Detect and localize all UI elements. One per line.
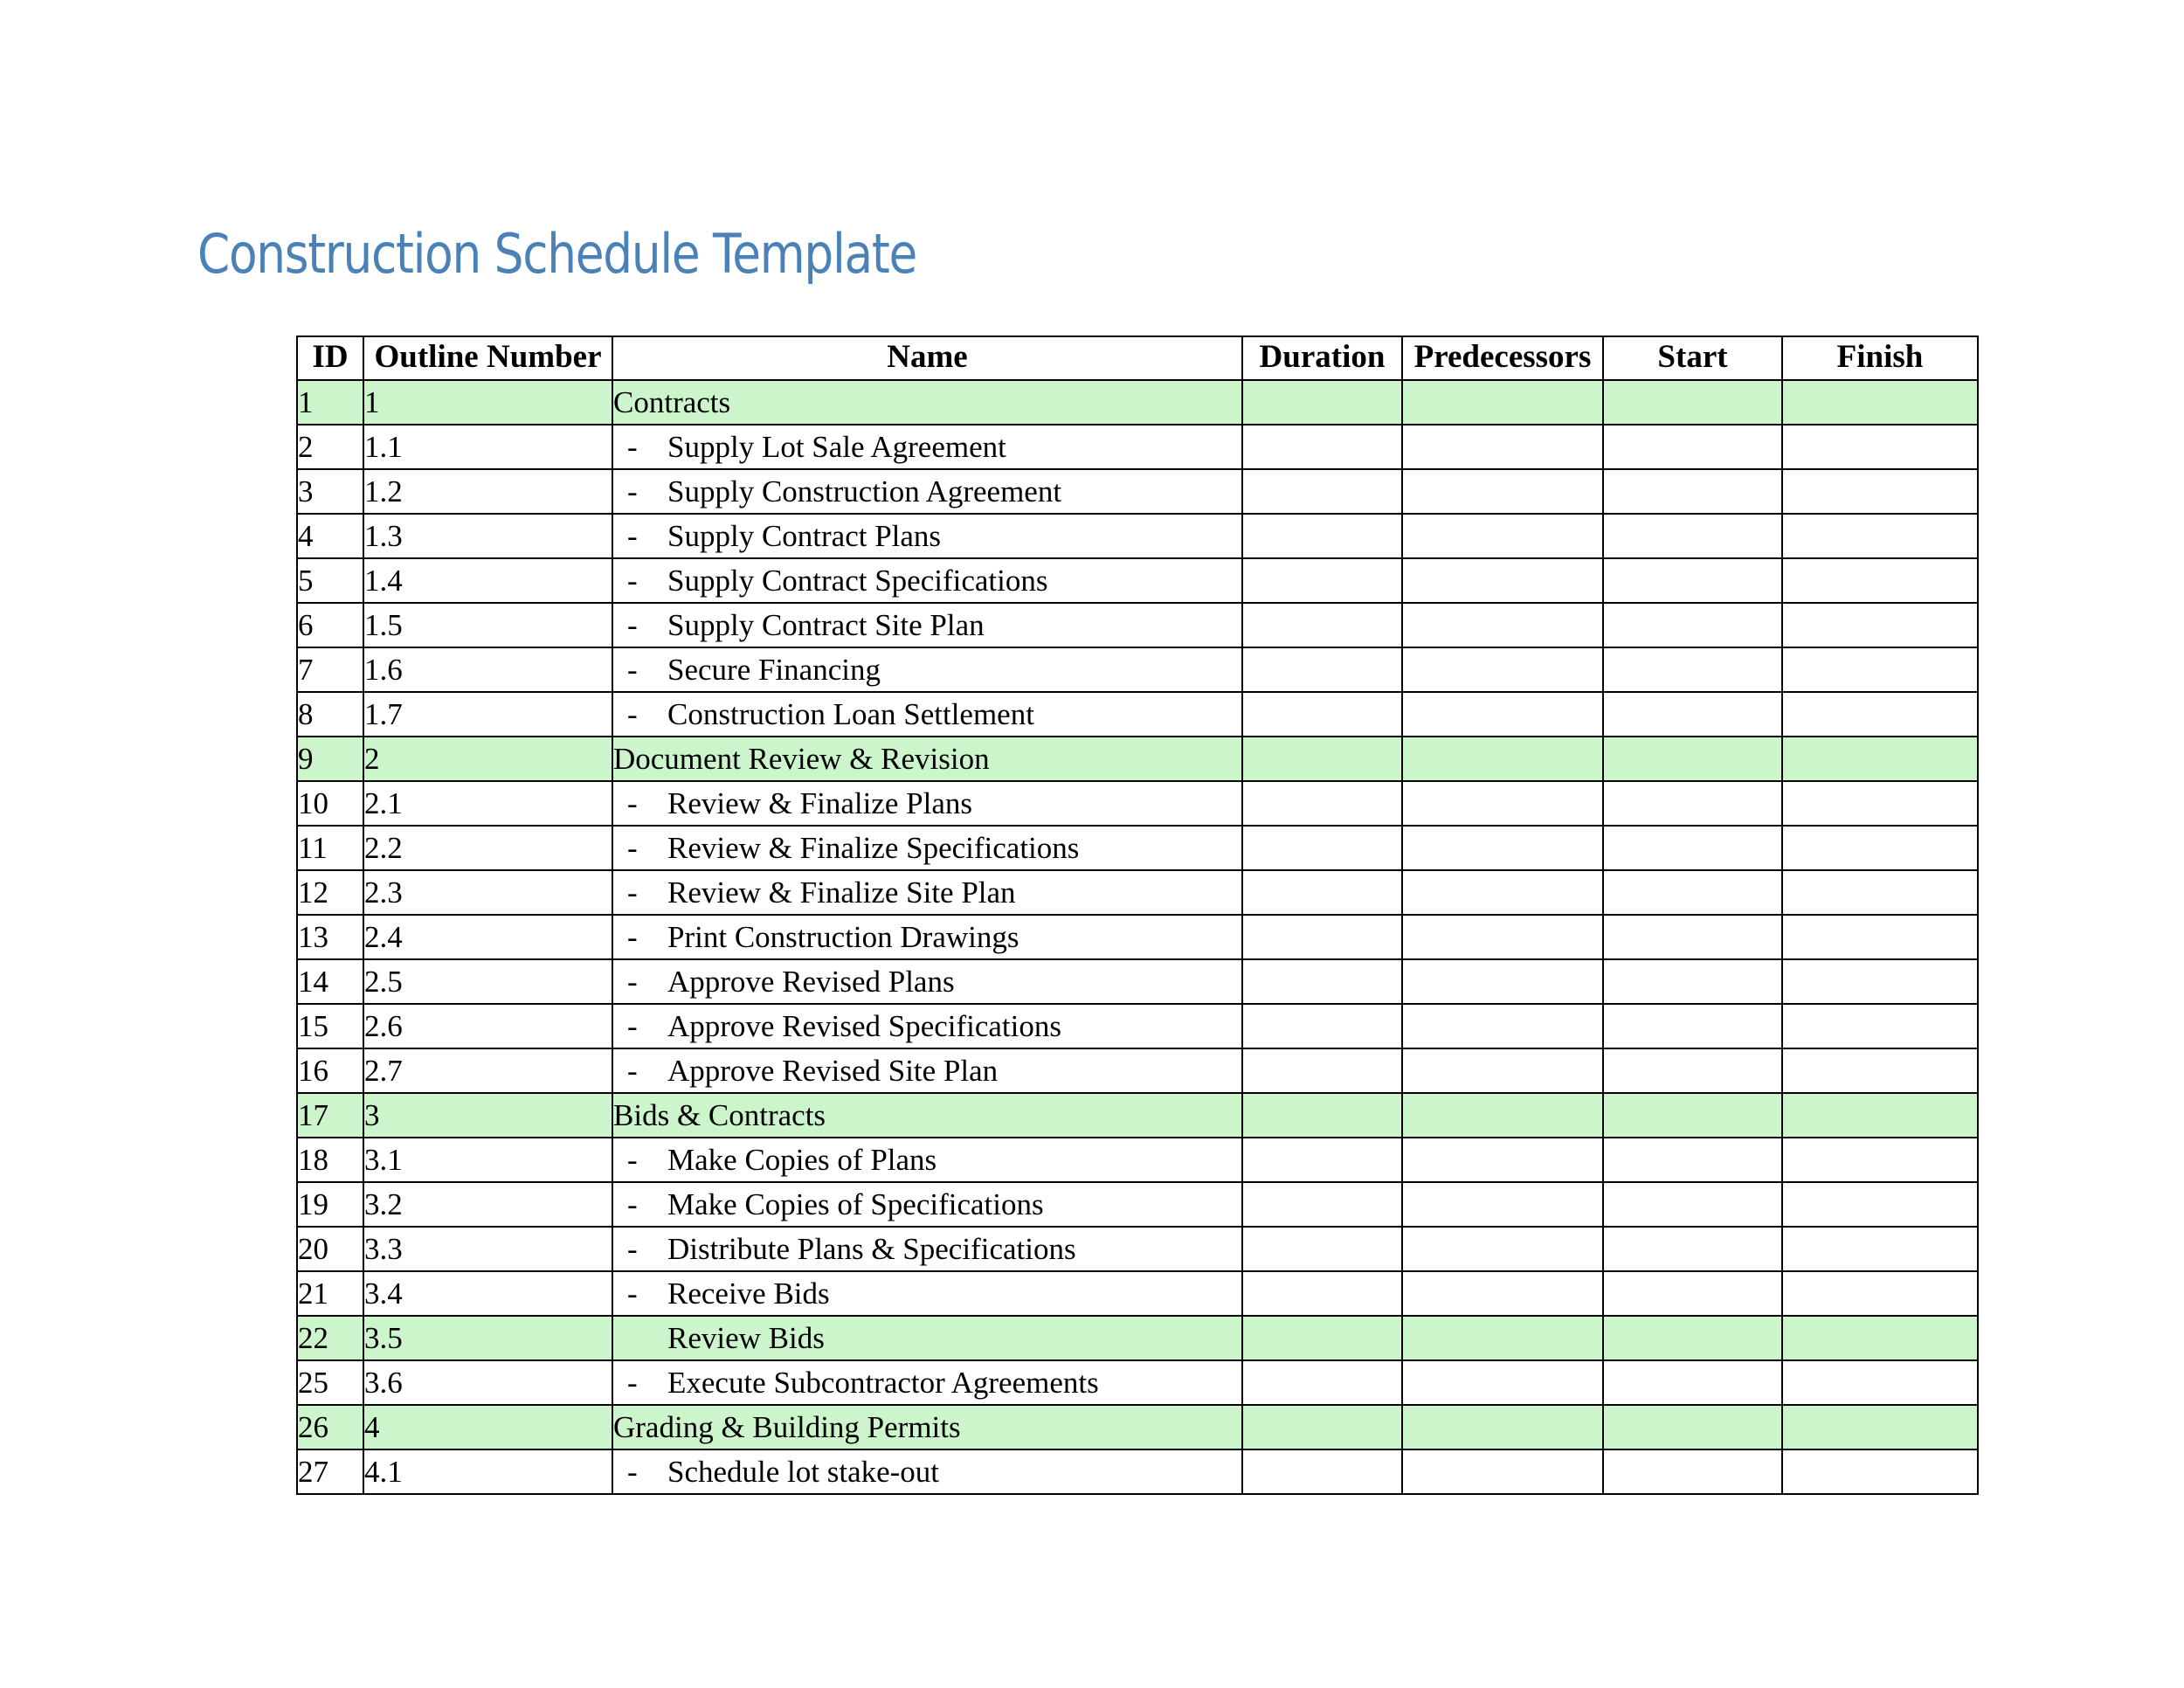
cell-predecessors[interactable] <box>1402 959 1603 1004</box>
table-row[interactable] <box>297 1271 1978 1316</box>
cell-start[interactable] <box>1603 1093 1782 1138</box>
cell-task-name[interactable] <box>612 1048 1242 1093</box>
task-bullet-dash: - <box>627 1276 638 1311</box>
task-bullet-dash: - <box>627 786 638 820</box>
cell-duration[interactable] <box>1242 380 1402 425</box>
cell-duration[interactable] <box>1242 692 1402 737</box>
cell-predecessors[interactable] <box>1402 915 1603 959</box>
cell-duration[interactable] <box>1242 959 1402 1004</box>
cell-start[interactable] <box>1603 558 1782 603</box>
cell-task-name[interactable] <box>612 1182 1242 1227</box>
table-row[interactable] <box>297 603 1978 647</box>
table-row[interactable] <box>297 1138 1978 1182</box>
cell-start[interactable] <box>1603 1048 1782 1093</box>
cell-task-name[interactable] <box>612 425 1242 469</box>
task-bullet-dash: - <box>627 430 638 464</box>
cell-id[interactable]: 19 <box>297 1182 363 1227</box>
schedule-table-container <box>296 336 1977 1495</box>
table-row[interactable] <box>297 1405 1978 1449</box>
cell-predecessors[interactable] <box>1402 781 1603 826</box>
cell-task-name[interactable] <box>612 1449 1242 1494</box>
table-row[interactable] <box>297 1182 1978 1227</box>
cell-finish[interactable] <box>1782 1227 1978 1271</box>
cell-outline-number[interactable]: 3 <box>363 1093 612 1138</box>
cell-duration[interactable] <box>1242 915 1402 959</box>
cell-duration[interactable] <box>1242 1182 1402 1227</box>
cell-predecessors[interactable] <box>1402 1360 1603 1405</box>
table-row[interactable] <box>297 647 1978 692</box>
task-name-label: Review & Finalize Plans <box>667 786 972 820</box>
table-row[interactable] <box>297 1004 1978 1048</box>
cell-outline-number[interactable]: 1.1 <box>363 425 612 469</box>
table-row[interactable] <box>297 380 1978 425</box>
table-row[interactable] <box>297 469 1978 514</box>
column-header-name: Name <box>612 336 1242 380</box>
cell-start[interactable] <box>1603 469 1782 514</box>
cell-start[interactable] <box>1603 603 1782 647</box>
cell-outline-number[interactable]: 2.3 <box>363 870 612 915</box>
task-bullet-dash: - <box>627 608 638 642</box>
cell-predecessors[interactable] <box>1402 1093 1603 1138</box>
cell-id[interactable]: 26 <box>297 1405 363 1449</box>
task-name-label: Approve Revised Plans <box>667 965 955 999</box>
cell-start[interactable] <box>1603 1316 1782 1360</box>
cell-duration[interactable] <box>1242 1271 1402 1316</box>
cell-predecessors[interactable] <box>1402 1449 1603 1494</box>
cell-duration[interactable] <box>1242 1360 1402 1405</box>
cell-outline-number[interactable]: 2.7 <box>363 1048 612 1093</box>
table-row[interactable] <box>297 1093 1978 1138</box>
task-name-label: Supply Lot Sale Agreement <box>667 430 1006 464</box>
cell-predecessors[interactable] <box>1402 647 1603 692</box>
table-row[interactable] <box>297 692 1978 737</box>
cell-task-name[interactable] <box>612 380 1242 425</box>
cell-predecessors[interactable] <box>1402 1227 1603 1271</box>
task-bullet-dash: - <box>627 1187 638 1221</box>
cell-predecessors[interactable] <box>1402 826 1603 870</box>
cell-id[interactable]: 8 <box>297 692 363 737</box>
table-row[interactable] <box>297 1227 1978 1271</box>
cell-outline-number[interactable]: 3.2 <box>363 1182 612 1227</box>
cell-id[interactable]: 12 <box>297 870 363 915</box>
table-row[interactable] <box>297 425 1978 469</box>
task-name-label: Construction Loan Settlement <box>667 697 1034 731</box>
cell-id[interactable]: 25 <box>297 1360 363 1405</box>
task-name-label: Secure Financing <box>667 653 881 687</box>
task-name-label: Supply Construction Agreement <box>667 474 1062 508</box>
cell-duration[interactable] <box>1242 781 1402 826</box>
column-header-duration: Duration <box>1242 336 1402 380</box>
cell-finish[interactable] <box>1782 469 1978 514</box>
cell-outline-number[interactable]: 1.2 <box>363 469 612 514</box>
cell-duration[interactable] <box>1242 1316 1402 1360</box>
cell-outline-number[interactable]: 3.5 <box>363 1316 612 1360</box>
cell-start[interactable] <box>1603 1271 1782 1316</box>
cell-duration[interactable] <box>1242 558 1402 603</box>
task-name-label: Print Construction Drawings <box>667 920 1019 954</box>
cell-predecessors[interactable] <box>1402 1048 1603 1093</box>
cell-id[interactable]: 2 <box>297 425 363 469</box>
cell-outline-number[interactable]: 1.4 <box>363 558 612 603</box>
cell-task-name[interactable] <box>612 781 1242 826</box>
cell-outline-number[interactable]: 4 <box>363 1405 612 1449</box>
cell-start[interactable] <box>1603 1004 1782 1048</box>
cell-task-name[interactable] <box>612 959 1242 1004</box>
cell-finish[interactable] <box>1782 1048 1978 1093</box>
cell-predecessors[interactable] <box>1402 425 1603 469</box>
cell-duration[interactable] <box>1242 870 1402 915</box>
cell-task-name[interactable] <box>612 647 1242 692</box>
cell-duration[interactable] <box>1242 1449 1402 1494</box>
cell-finish[interactable] <box>1782 915 1978 959</box>
cell-id[interactable]: 11 <box>297 826 363 870</box>
task-bullet-dash: - <box>627 965 638 999</box>
cell-finish[interactable] <box>1782 1271 1978 1316</box>
cell-id[interactable]: 14 <box>297 959 363 1004</box>
cell-outline-number[interactable]: 3.6 <box>363 1360 612 1405</box>
task-bullet-dash: - <box>627 1455 638 1489</box>
task-name-label: Bids & Contracts <box>613 1098 826 1132</box>
cell-outline-number[interactable]: 1.7 <box>363 692 612 737</box>
cell-id[interactable]: 27 <box>297 1449 363 1494</box>
cell-task-name[interactable] <box>612 1271 1242 1316</box>
cell-predecessors[interactable] <box>1402 1138 1603 1182</box>
cell-outline-number[interactable]: 1.6 <box>363 647 612 692</box>
cell-finish[interactable] <box>1782 380 1978 425</box>
cell-task-name[interactable] <box>612 603 1242 647</box>
cell-start[interactable] <box>1603 870 1782 915</box>
cell-predecessors[interactable] <box>1402 1405 1603 1449</box>
task-bullet-dash: - <box>627 519 638 553</box>
cell-finish[interactable] <box>1782 1093 1978 1138</box>
cell-id[interactable]: 5 <box>297 558 363 603</box>
cell-start[interactable] <box>1603 692 1782 737</box>
cell-id[interactable]: 18 <box>297 1138 363 1182</box>
task-bullet-dash: - <box>627 1054 638 1088</box>
cell-duration[interactable] <box>1242 603 1402 647</box>
cell-finish[interactable] <box>1782 647 1978 692</box>
cell-start[interactable] <box>1603 1405 1782 1449</box>
column-header-outline: Outline Number <box>363 336 612 380</box>
cell-finish[interactable] <box>1782 558 1978 603</box>
table-row[interactable] <box>297 1048 1978 1093</box>
table-row[interactable] <box>297 1449 1978 1494</box>
cell-outline-number[interactable]: 2.5 <box>363 959 612 1004</box>
cell-finish[interactable] <box>1782 514 1978 558</box>
cell-predecessors[interactable] <box>1402 514 1603 558</box>
task-bullet-dash: - <box>627 564 638 598</box>
cell-task-name[interactable] <box>612 514 1242 558</box>
cell-duration[interactable] <box>1242 425 1402 469</box>
task-name-label: Contracts <box>613 385 731 419</box>
cell-duration[interactable] <box>1242 737 1402 781</box>
cell-predecessors[interactable] <box>1402 603 1603 647</box>
cell-predecessors[interactable] <box>1402 870 1603 915</box>
task-name-label: Supply Contract Specifications <box>667 564 1048 598</box>
cell-outline-number[interactable]: 3.4 <box>363 1271 612 1316</box>
cell-id[interactable]: 21 <box>297 1271 363 1316</box>
task-bullet-dash: - <box>627 1366 638 1400</box>
cell-predecessors[interactable] <box>1402 1316 1603 1360</box>
cell-start[interactable] <box>1603 1227 1782 1271</box>
header-row <box>297 336 1978 380</box>
task-name-label: Receive Bids <box>667 1276 830 1311</box>
table-row[interactable] <box>297 826 1978 870</box>
column-header-id: ID <box>297 336 363 380</box>
cell-id[interactable]: 16 <box>297 1048 363 1093</box>
task-name-label: Approve Revised Site Plan <box>667 1054 999 1088</box>
cell-duration[interactable] <box>1242 1227 1402 1271</box>
cell-task-name[interactable] <box>612 1316 1242 1360</box>
task-bullet-dash: - <box>627 920 638 954</box>
cell-predecessors[interactable] <box>1402 558 1603 603</box>
task-bullet-dash: - <box>627 875 638 910</box>
table-row[interactable] <box>297 558 1978 603</box>
cell-task-name[interactable] <box>612 1093 1242 1138</box>
cell-id[interactable]: 20 <box>297 1227 363 1271</box>
task-name-label: Make Copies of Specifications <box>667 1187 1044 1221</box>
task-name-label: Review Bids <box>667 1321 825 1355</box>
cell-predecessors[interactable] <box>1402 1271 1603 1316</box>
cell-finish[interactable] <box>1782 1405 1978 1449</box>
cell-id[interactable]: 10 <box>297 781 363 826</box>
cell-start[interactable] <box>1603 826 1782 870</box>
cell-task-name[interactable] <box>612 826 1242 870</box>
task-name-label: Review & Finalize Specifications <box>667 831 1080 865</box>
cell-task-name[interactable] <box>612 737 1242 781</box>
cell-outline-number[interactable]: 1 <box>363 380 612 425</box>
cell-task-name[interactable] <box>612 692 1242 737</box>
cell-id[interactable]: 15 <box>297 1004 363 1048</box>
cell-id[interactable]: 3 <box>297 469 363 514</box>
cell-outline-number[interactable]: 4.1 <box>363 1449 612 1494</box>
cell-predecessors[interactable] <box>1402 692 1603 737</box>
cell-outline-number[interactable]: 2.6 <box>363 1004 612 1048</box>
cell-outline-number[interactable]: 2.2 <box>363 826 612 870</box>
cell-id[interactable]: 22 <box>297 1316 363 1360</box>
cell-duration[interactable] <box>1242 1405 1402 1449</box>
cell-finish[interactable] <box>1782 737 1978 781</box>
table-row[interactable] <box>297 1316 1978 1360</box>
task-name-label: Document Review & Revision <box>613 742 990 776</box>
task-name-label: Supply Contract Plans <box>667 519 942 553</box>
table-row[interactable] <box>297 737 1978 781</box>
cell-id[interactable]: 1 <box>297 380 363 425</box>
cell-id[interactable]: 13 <box>297 915 363 959</box>
task-bullet-dash: - <box>627 474 638 508</box>
cell-task-name[interactable] <box>612 1405 1242 1449</box>
table-row[interactable] <box>297 959 1978 1004</box>
table-row[interactable] <box>297 915 1978 959</box>
task-name-label: Schedule lot stake-out <box>667 1455 940 1489</box>
table-row[interactable] <box>297 514 1978 558</box>
task-name-label: Make Copies of Plans <box>667 1143 937 1177</box>
cell-outline-number[interactable]: 3.3 <box>363 1227 612 1271</box>
cell-start[interactable] <box>1603 380 1782 425</box>
cell-start[interactable] <box>1603 1360 1782 1405</box>
column-header-finish: Finish <box>1782 336 1978 380</box>
construction-schedule-table <box>296 336 1979 1495</box>
task-bullet-dash: - <box>627 831 638 865</box>
cell-predecessors[interactable] <box>1402 380 1603 425</box>
cell-finish[interactable] <box>1782 1138 1978 1182</box>
cell-finish[interactable] <box>1782 959 1978 1004</box>
cell-start[interactable] <box>1603 647 1782 692</box>
cell-start[interactable] <box>1603 781 1782 826</box>
cell-duration[interactable] <box>1242 514 1402 558</box>
cell-predecessors[interactable] <box>1402 469 1603 514</box>
task-bullet-dash: - <box>627 653 638 687</box>
cell-predecessors[interactable] <box>1402 737 1603 781</box>
cell-start[interactable] <box>1603 737 1782 781</box>
cell-duration[interactable] <box>1242 1004 1402 1048</box>
cell-finish[interactable] <box>1782 1004 1978 1048</box>
cell-start[interactable] <box>1603 915 1782 959</box>
table-row[interactable] <box>297 870 1978 915</box>
cell-finish[interactable] <box>1782 692 1978 737</box>
cell-outline-number[interactable]: 1.5 <box>363 603 612 647</box>
cell-outline-number[interactable]: 1.3 <box>363 514 612 558</box>
cell-id[interactable]: 6 <box>297 603 363 647</box>
task-name-label: Grading & Building Permits <box>613 1410 961 1444</box>
cell-start[interactable] <box>1603 1138 1782 1182</box>
task-bullet-dash: - <box>627 697 638 731</box>
cell-start[interactable] <box>1603 1182 1782 1227</box>
cell-predecessors[interactable] <box>1402 1182 1603 1227</box>
table-row[interactable] <box>297 1360 1978 1405</box>
table-header <box>297 336 1978 380</box>
table-body <box>297 380 1978 1494</box>
cell-predecessors[interactable] <box>1402 1004 1603 1048</box>
task-name-label: Supply Contract Site Plan <box>667 608 985 642</box>
cell-duration[interactable] <box>1242 1093 1402 1138</box>
cell-start[interactable] <box>1603 959 1782 1004</box>
column-header-start: Start <box>1603 336 1782 380</box>
cell-outline-number[interactable]: 3.1 <box>363 1138 612 1182</box>
cell-duration[interactable] <box>1242 1048 1402 1093</box>
cell-finish[interactable] <box>1782 826 1978 870</box>
cell-id[interactable]: 9 <box>297 737 363 781</box>
cell-task-name[interactable] <box>612 870 1242 915</box>
task-name-label: Execute Subcontractor Agreements <box>667 1366 1099 1400</box>
cell-task-name[interactable] <box>612 1360 1242 1405</box>
cell-finish[interactable] <box>1782 870 1978 915</box>
task-name-label: Review & Finalize Site Plan <box>667 875 1016 910</box>
task-bullet-dash: - <box>627 1232 638 1266</box>
task-name-label: Distribute Plans & Specifications <box>667 1232 1076 1266</box>
cell-start[interactable] <box>1603 1449 1782 1494</box>
task-bullet-dash: - <box>627 1009 638 1043</box>
task-name-label: Approve Revised Specifications <box>667 1009 1062 1043</box>
cell-id[interactable]: 4 <box>297 514 363 558</box>
cell-finish[interactable] <box>1782 1316 1978 1360</box>
cell-task-name[interactable] <box>612 469 1242 514</box>
cell-start[interactable] <box>1603 514 1782 558</box>
cell-task-name[interactable] <box>612 1004 1242 1048</box>
table-row[interactable] <box>297 781 1978 826</box>
cell-finish[interactable] <box>1782 603 1978 647</box>
cell-duration[interactable] <box>1242 647 1402 692</box>
cell-finish[interactable] <box>1782 1360 1978 1405</box>
page-title: Construction Schedule Template <box>197 222 917 286</box>
cell-duration[interactable] <box>1242 826 1402 870</box>
cell-outline-number[interactable]: 2.4 <box>363 915 612 959</box>
cell-finish[interactable] <box>1782 1182 1978 1227</box>
cell-task-name[interactable] <box>612 915 1242 959</box>
cell-outline-number[interactable]: 2 <box>363 737 612 781</box>
cell-start[interactable] <box>1603 425 1782 469</box>
cell-outline-number[interactable]: 2.1 <box>363 781 612 826</box>
cell-id[interactable]: 7 <box>297 647 363 692</box>
task-bullet-dash: - <box>627 1143 638 1177</box>
column-header-predecessors: Predecessors <box>1402 336 1603 380</box>
cell-task-name[interactable] <box>612 1138 1242 1182</box>
cell-id[interactable]: 17 <box>297 1093 363 1138</box>
cell-task-name[interactable] <box>612 558 1242 603</box>
cell-finish[interactable] <box>1782 1449 1978 1494</box>
cell-finish[interactable] <box>1782 781 1978 826</box>
cell-duration[interactable] <box>1242 469 1402 514</box>
cell-task-name[interactable] <box>612 1227 1242 1271</box>
cell-duration[interactable] <box>1242 1138 1402 1182</box>
cell-finish[interactable] <box>1782 425 1978 469</box>
